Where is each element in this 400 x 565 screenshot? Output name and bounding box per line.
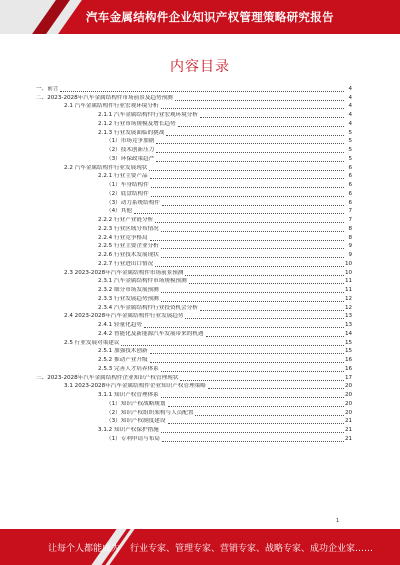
report-footer-bar [0,529,400,565]
toc-entry-label: 2.4.2 智能化及新能源汽车发展带来的机遇 [98,330,204,337]
toc-entry-label: （4）其他 [106,208,132,215]
toc-entry-label: 2.2.1 行业主要产品 [98,173,148,180]
toc-entry[interactable] [36,399,352,408]
table-of-contents [36,84,352,443]
toc-entry-label: 2.5.3 完善人才培养体系 [98,365,159,372]
toc-entry-label: 2.1.2 行业市场规模及增长趋势 [98,120,176,127]
toc-leader-dots [150,178,344,179]
toc-entry-page: 5 [348,147,352,153]
toc-leader-dots [162,441,344,442]
toc-entry[interactable] [36,382,352,391]
toc-entry-page: 17 [345,374,353,381]
toc-leader-dots [156,143,344,144]
toc-entry[interactable] [36,277,352,286]
toc-entry-page: 6 [348,182,352,188]
toc-leader-dots [150,353,344,354]
toc-entry[interactable] [36,233,352,242]
toc-entry-label: （1）市场竞争加剧 [106,138,155,145]
toc-leader-dots [144,327,344,328]
toc-entry[interactable] [36,207,352,216]
toc-leader-dots [161,248,344,249]
toc-entry[interactable] [36,312,352,321]
toc-entry-page: 6 [348,164,352,171]
toc-entry-label: 2.2.6 行业技术发展现状 [98,252,159,258]
page-number: 1 [336,518,340,524]
toc-leader-dots [155,266,344,267]
toc-entry-label: （1）专利申请与布局 [106,435,160,442]
toc-entry[interactable] [36,180,352,189]
toc-entry-page: 21 [345,435,353,442]
toc-entry-label: 2.2.4 行业竞争格局 [98,234,148,241]
toc-leader-dots [156,161,344,162]
toc-entry[interactable] [36,355,352,364]
toc-entry-label: 2.2 汽车金属结构件行业发展现状 [64,164,148,171]
toc-entry[interactable] [36,110,352,119]
toc-entry[interactable] [36,408,352,417]
toc-leader-dots [161,257,344,258]
toc-entry-page: 6 [348,173,352,180]
toc-entry[interactable] [36,137,352,146]
toc-entry-label: 2.3.3 行业发展趋势预测 [98,295,159,302]
toc-leader-dots [60,91,344,92]
toc-entry-page: 10 [345,269,353,276]
toc-entry-page: 20 [345,392,353,398]
toc-entry-label: （1）知识产权战略规划 [106,400,166,407]
toc-entry-page: 8 [348,234,352,241]
toc-entry-page: 5 [348,155,352,162]
toc-entry-label: 3.1 2023-2028年汽车金属结构件企业知识产权管理策略 [64,383,206,390]
footer-slogan-left: 让每个人都能成为 [48,544,121,554]
toc-leader-dots [206,336,344,337]
toc-entry[interactable] [36,145,352,154]
toc-entry[interactable] [36,84,352,93]
toc-leader-dots [161,108,344,109]
toc-entry-label: 2.2.7 行业进出口情况 [98,260,154,267]
toc-leader-dots [178,126,344,127]
toc-entry-label: 2.3.2 细分市场发展预测 [98,287,159,293]
toc-leader-dots [189,283,344,284]
toc-entry[interactable] [36,259,352,268]
toc-leader-dots [161,231,344,232]
toc-heading: 内容目录 [170,59,230,75]
toc-entry-page: 10 [345,260,353,267]
toc-entry[interactable] [36,425,352,434]
toc-entry-label: 2.2.2 行业产业链分析 [98,217,154,223]
toc-entry-page: 20 [345,383,353,390]
toc-entry[interactable] [36,224,352,233]
toc-entry[interactable] [36,93,352,102]
toc-entry-label: （2）底盘结构件 [106,190,149,197]
toc-entry-page: 5 [348,129,352,136]
toc-leader-dots [134,213,344,214]
toc-entry-label: 2.3 2023-2028年汽车金属结构件市场前景预测 [64,269,184,276]
toc-entry-page: 9 [348,252,352,258]
toc-entry-page: 21 [345,427,353,433]
toc-leader-dots [168,406,345,407]
toc-leader-dots [200,310,344,311]
toc-entry-page: 13 [345,313,353,320]
toc-entry-page: 5 [348,138,352,145]
toc-leader-dots [162,205,344,206]
toc-entry[interactable] [36,242,352,251]
report-title: 汽车金属结构件企业知识产权管理策略研究报告 [86,10,334,24]
toc-entry-page: 6 [348,199,352,206]
toc-entry-page: 15 [345,339,353,346]
toc-entry[interactable] [36,198,352,207]
toc-entry-page: 4 [348,120,352,127]
toc-entry[interactable] [36,338,352,347]
toc-entry[interactable] [36,119,352,128]
toc-entry[interactable] [36,172,352,181]
toc-entry[interactable] [36,128,352,137]
toc-leader-dots [175,100,344,101]
toc-leader-dots [185,318,344,319]
toc-leader-dots [161,432,344,433]
footer-slogan-right: 行业专家、管理专家、营销专家、战略专家、成功企业家…… [130,544,374,554]
toc-entry-label: 2.1.1 汽车金属结构件行业宏观环境分析 [98,112,198,118]
report-header-bar [0,0,400,34]
toc-leader-dots [149,170,344,171]
toc-entry-page: 13 [345,322,353,328]
toc-entry-page: 14 [345,330,353,337]
toc-entry[interactable] [36,163,352,172]
toc-leader-dots [161,301,344,302]
toc-leader-dots [195,415,344,416]
toc-entry[interactable] [36,347,352,356]
toc-entry-page: 16 [345,357,353,363]
toc-entry-page: 6 [348,190,352,197]
toc-entry[interactable] [36,215,352,224]
toc-leader-dots [156,152,344,153]
toc-leader-dots [168,423,345,424]
toc-entry-page: 15 [345,348,353,355]
toc-leader-dots [151,196,344,197]
toc-entry[interactable] [36,417,352,426]
toc-entry-page: 11 [345,287,353,293]
toc-leader-dots [161,292,344,293]
toc-entry-page: 4 [348,94,352,101]
toc-entry[interactable] [36,250,352,259]
toc-entry-page: 12 [345,304,353,311]
toc-entry-page: 4 [348,85,352,92]
toc-entry-label: （3）动力系统结构件 [106,199,160,206]
toc-entry[interactable] [36,373,352,382]
toc-entry-label: （3）环保政策趋严 [106,155,155,162]
toc-entry-label: 2.1.3 行业发展面临的挑战 [98,129,165,136]
toc-entry-label: 一、前言 [36,85,59,92]
toc-entry-label: 2.5.1 加强技术创新 [98,348,148,355]
toc-entry[interactable] [36,390,352,399]
toc-entry-page: 4 [348,103,352,110]
toc-leader-dots [200,117,344,118]
toc-entry[interactable] [36,364,352,373]
toc-entry[interactable] [36,434,352,443]
toc-entry[interactable] [36,268,352,277]
toc-leader-dots [155,222,344,223]
toc-entry-page: 7 [348,208,352,215]
toc-entry-label: 2.4 2023-2028年汽车金属结构件行业发展趋势 [64,313,184,320]
toc-leader-dots [161,371,344,372]
toc-entry-label: 2.5 行业发展对策建议 [64,339,120,346]
toc-entry-page: 21 [345,418,353,425]
toc-leader-dots [185,275,344,276]
toc-entry[interactable] [36,154,352,163]
toc-entry[interactable] [36,285,352,294]
toc-entry-page: 20 [345,409,353,416]
toc-entry-label: （1）车身结构件 [106,182,149,188]
toc-leader-dots [150,240,344,241]
toc-entry-page: 8 [348,225,352,232]
toc-entry-label: 3.1.2 知识产权保护措施 [98,427,159,433]
toc-entry-label: 3.1.1 知识产权管理体系 [98,392,159,398]
toc-entry[interactable] [36,329,352,338]
toc-leader-dots [121,345,344,346]
toc-entry-page: 4 [348,112,352,118]
toc-entry[interactable] [36,189,352,198]
toc-leader-dots [208,388,344,389]
toc-entry-label: 2.2.5 行业主要企业分析 [98,243,159,250]
toc-entry-label: （2）知识产权组织架构与人员配置 [106,409,194,416]
toc-entry-label: （3）知识产权制度建设 [106,418,166,425]
toc-leader-dots [151,187,344,188]
toc-entry-page: 7 [348,217,352,223]
toc-entry-page: 20 [345,400,353,407]
toc-entry-page: 12 [345,295,353,302]
toc-entry-label: （2）技术创新压力 [106,147,155,153]
toc-leader-dots [150,362,344,363]
toc-entry-label: 2.3.4 汽车金属结构件行业投资机会分析 [98,304,198,311]
toc-leader-dots [166,135,344,136]
toc-entry[interactable] [36,294,352,303]
toc-entry-label: 2.3.1 汽车金属结构件市场规模预测 [98,278,187,285]
toc-entry-label: 2.4.1 轻量化趋势 [98,322,142,328]
toc-entry-label: 三、2023-2028年汽车金属结构件企业知识产权管理现状 [36,374,179,381]
toc-entry-label: 2.2.3 行业区域分布情况 [98,225,159,232]
toc-entry-page: 11 [345,278,353,285]
toc-entry[interactable] [36,303,352,312]
toc-entry-label: 二、2023-2028年汽车金属结构件市场前景及趋势预测 [36,94,173,101]
toc-leader-dots [161,397,344,398]
toc-entry[interactable] [36,102,352,111]
toc-entry-label: 2.5.2 推动产业升级 [98,357,148,363]
toc-leader-dots [180,380,344,381]
toc-entry-label: 2.1 汽车金属结构件行业宏观环境分析 [64,103,159,110]
toc-entry[interactable] [36,320,352,329]
toc-entry-page: 9 [348,243,352,250]
toc-entry-page: 16 [345,365,353,372]
